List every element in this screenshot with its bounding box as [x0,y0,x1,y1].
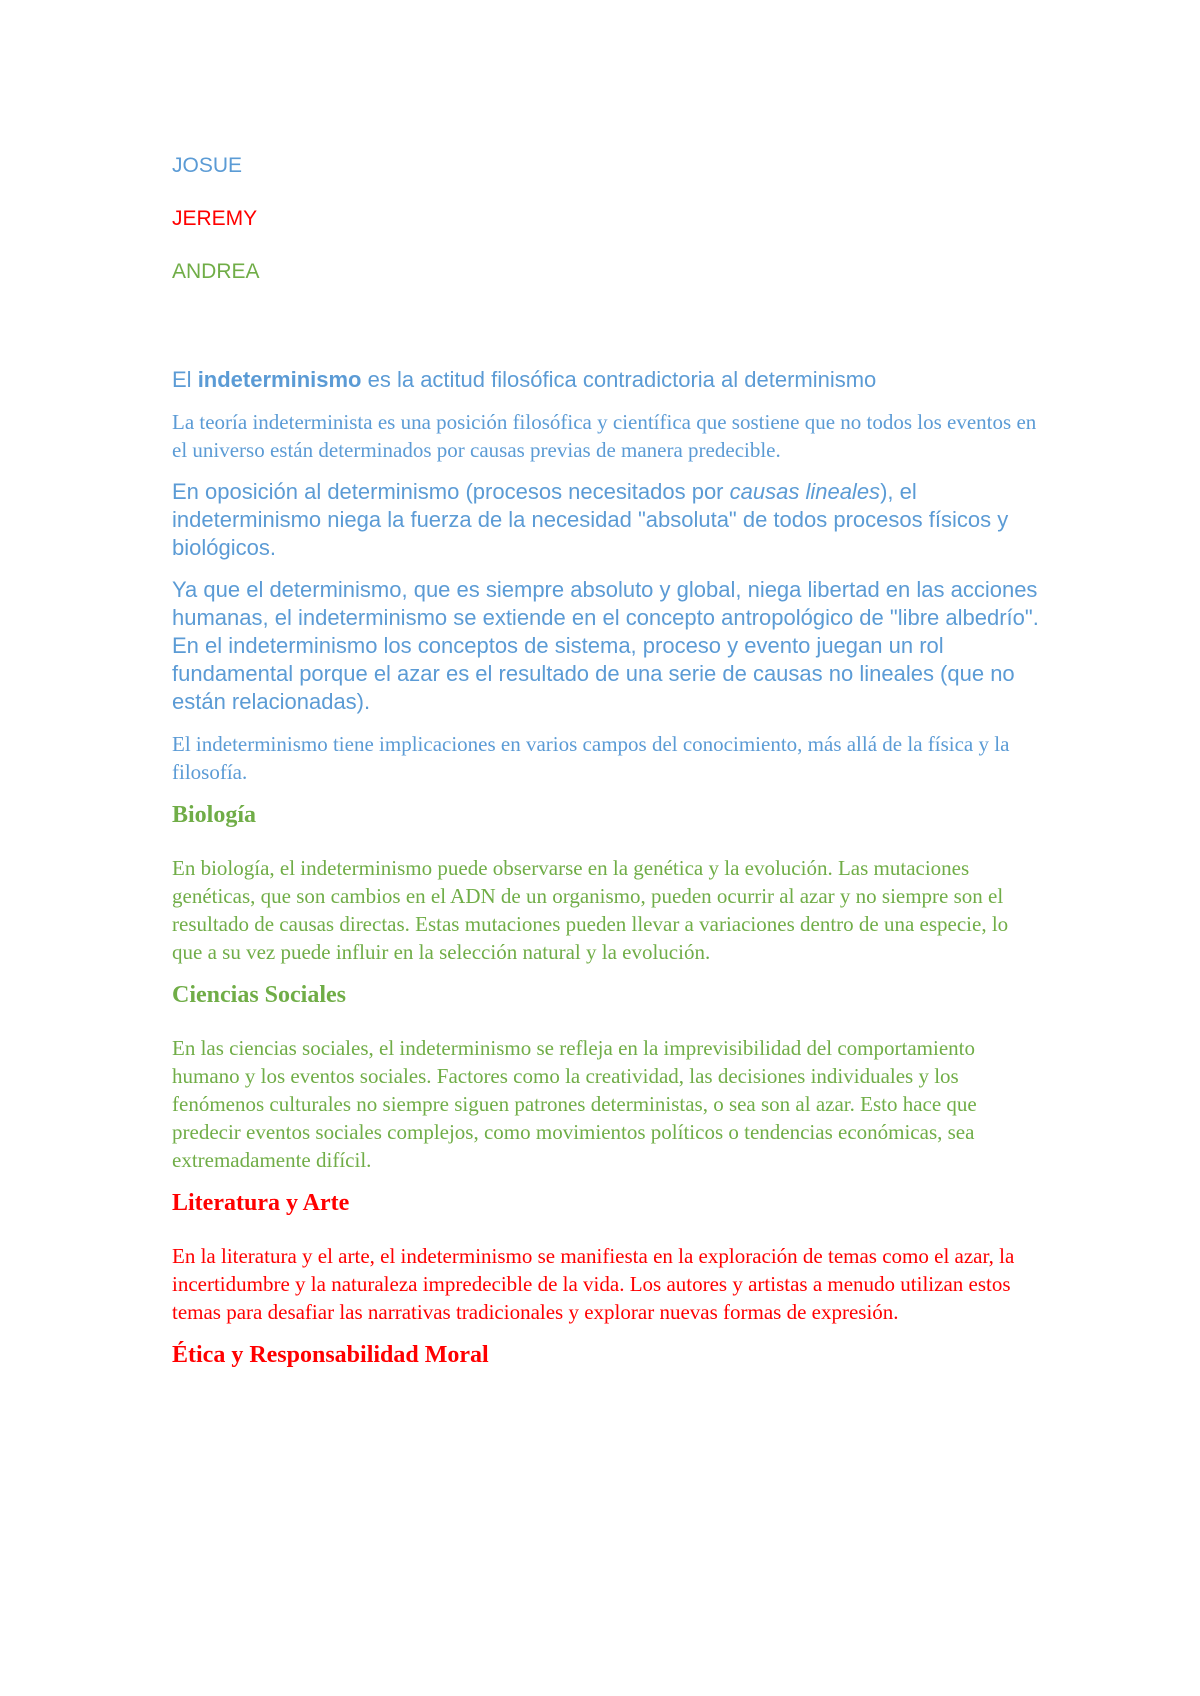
paragraph-biologia: En biología, el indeterminismo puede observarse en la genética y la evolución. Las mutaciones genéticas, que son cambios en el ADN de un organismo, pueden ocurrir al azar y no siempre son el resultado de causas directas. Estas mutaciones pueden llevar a variaciones dentro de una especie, lo que a su vez puede influir en la selección natural y la evolución. [172,856,1009,964]
heading-literatura-arte: Literatura y Arte [172,1190,350,1216]
heading-ciencias-sociales: Ciencias Sociales [172,982,346,1008]
paragraph-oposicion [172,478,1042,562]
heading-biologia: Biología [172,802,257,828]
para2-after: ), el indeterminismo niega la fuerza de la necesidad "absoluta" de todos procesos físicos y biológicos. [172,479,1009,560]
paragraph-ciencias-sociales: En las ciencias sociales, el indeterminismo se refleja en la imprevisibilidad del comportamiento humano y los eventos sociales. Factores como la creatividad, las decisiones individuales y los fenómenos culturales no siempre siguen patrones deterministas, o sea son al azar. Esto hace que predecir eventos sociales complejos, como movimientos políticos o tendencias económicas, sea extremadamente difícil. [172,1036,977,1172]
name-jeremy: JEREMY [172,207,258,230]
name-andrea: ANDREA [172,260,260,283]
intro-sentence [172,366,1042,394]
intro-prefix: El [172,367,198,392]
intro-suffix: es la actitud filosófica contradictoria al determinismo [361,367,877,392]
document-body [172,152,1042,1394]
paragraph-implicaciones: El indeterminismo tiene implicaciones en varios campos del conocimiento, más allá de la física y la filosofía. [172,732,1010,784]
para2-before: En oposición al determinismo (procesos necesitados por [172,479,730,504]
intro-keyword: indeterminismo [197,367,362,392]
paragraph-teoria: La teoría indeterminista es una posición filosófica y científica que sostiene que no todos los eventos en el universo están determinados por causas previas de manera predecible. [172,410,1037,462]
para2-italic: causas lineales [729,479,881,504]
heading-etica: Ética y Responsabilidad Moral [172,1342,489,1368]
paragraph-literatura-arte: En la literatura y el arte, el indeterminismo se manifiesta en la exploración de temas como el azar, la incertidumbre y la naturaleza impredecible de la vida. Los autores y artistas a menudo utilizan estos temas para desafiar las narrativas tradicionales y explorar nuevas formas de expresión. [172,1244,1015,1324]
paragraph-libre-albedrio: Ya que el determinismo, que es siempre absoluto y global, niega libertad en las acciones humanas, el indeterminismo se extiende en el concepto antropológico de "libre albedrío". En el indeterminismo los conceptos de sistema, proceso y evento juegan un rol fundamental porque el azar es el resultado de una serie de causas no lineales (que no están relacionadas). [172,577,1039,714]
name-josue: JOSUE [172,154,243,177]
